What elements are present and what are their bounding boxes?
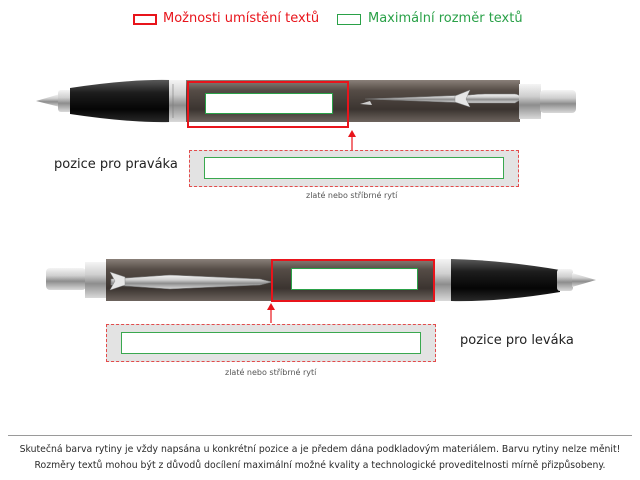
max-text-size-legend-label: Maximální rozměr textů (368, 11, 523, 26)
pen-cone (557, 269, 573, 291)
footer-divider (8, 435, 632, 436)
pen-center-ring (169, 80, 187, 122)
pen-push-button (46, 268, 86, 290)
pen-grip (451, 259, 560, 301)
engraving-caption-right: zlaté nebo stříbrné rytí (306, 191, 398, 200)
footer-note-line-1: Skutečná barva rytiny je vždy napsána u konkrétní pozice a je předem dána podkladovým materiálem. Barvu rytiny nelze měnit! (19, 444, 621, 455)
right-hand-position-label: pozice pro praváka (54, 157, 178, 172)
left-hand-position-label: pozice pro leváka (460, 333, 574, 348)
pen-center-ring (434, 259, 452, 301)
engraving-max-size-box-right (205, 93, 333, 114)
pointer-arrow-left (265, 303, 277, 323)
pen-grip (70, 80, 170, 122)
pen-push-button (540, 90, 576, 113)
engraving-preview-plate-left (106, 324, 436, 362)
placement-area-legend-label: Možnosti umístění textů (163, 11, 320, 26)
pen-tip (36, 94, 60, 107)
engraving-caption-left: zlaté nebo stříbrné rytí (225, 368, 317, 377)
pen-tip (572, 273, 596, 287)
engraving-text-box-right (204, 157, 504, 179)
engraving-preview-plate-right (189, 150, 519, 187)
placement-area-swatch (133, 14, 157, 25)
pen-cone (58, 90, 72, 112)
pen-top-ring (85, 262, 107, 298)
engraving-text-box-left (121, 332, 421, 354)
max-text-size-swatch (337, 14, 361, 25)
engraving-max-size-box-left (291, 268, 418, 290)
pointer-arrow-right (346, 130, 358, 150)
footer-note-line-2: Rozměry textů mohou být z důvodů docílení maximální možné kvality a technologické proveditelnosti mírně přizpůsobeny. (34, 460, 606, 471)
pen-top-ring (519, 84, 541, 119)
